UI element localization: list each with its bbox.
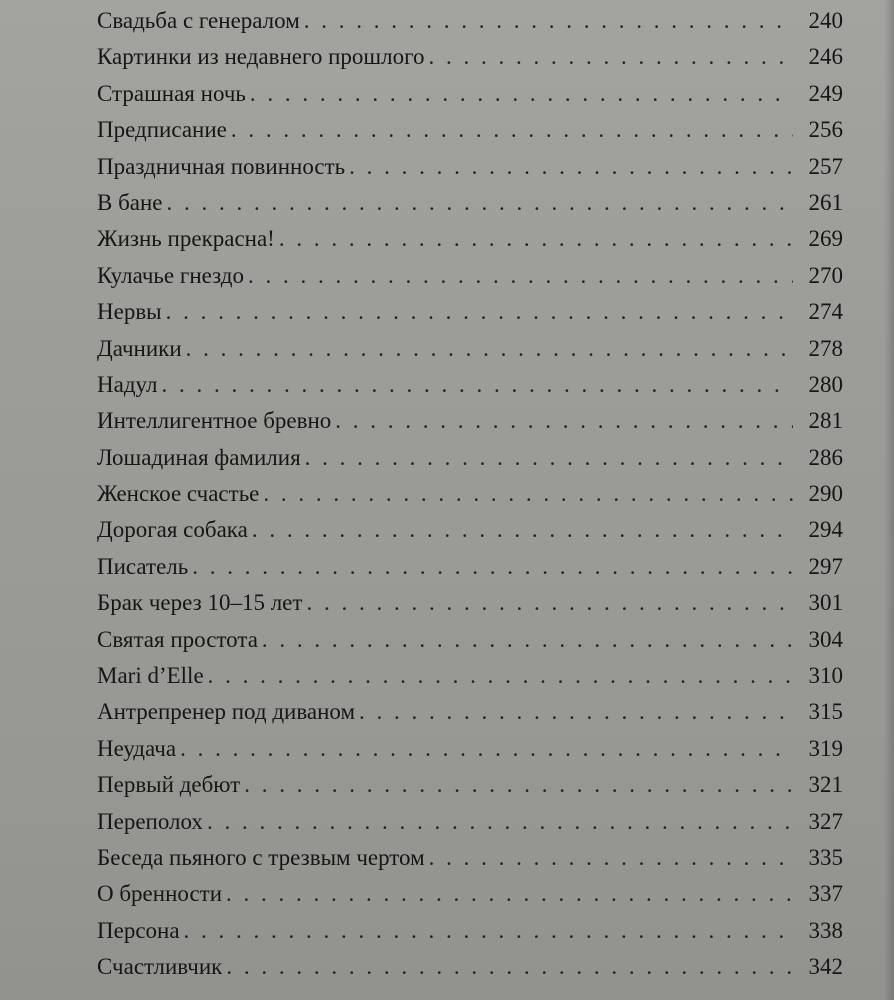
toc-entry: [97, 221, 843, 257]
toc-entry-title: Женское счастье: [97, 481, 260, 507]
dot-leader: [180, 731, 793, 767]
toc-entry-title: Праздничная повинность: [97, 153, 346, 179]
toc-entry-title: Жизнь прекрасна!: [97, 226, 275, 252]
dot-leader: [359, 694, 793, 730]
dot-leader: [162, 367, 794, 403]
page-edge-shadow: [884, 0, 894, 1000]
toc-entry-page-number: 256: [808, 117, 843, 143]
toc-entry: [97, 949, 843, 985]
toc-entry-title: Mari d’Elle: [97, 663, 204, 689]
toc-entry-title: Предписание: [97, 117, 227, 143]
toc-entry-title: О бренности: [97, 881, 223, 907]
toc-entry-title: Персона: [97, 917, 180, 943]
toc-entry: [97, 512, 843, 548]
toc-entry-title: Первый дебют: [97, 772, 241, 798]
toc-entry-page-number: 274: [808, 299, 843, 325]
toc-entry: [97, 403, 843, 439]
toc-entry-title: Переполох: [97, 808, 203, 834]
dot-leader: [279, 221, 793, 257]
toc-entry-page-number: 327: [808, 808, 843, 834]
toc-entry: [97, 3, 843, 39]
toc-entry: [97, 476, 843, 512]
toc-entry-page-number: 281: [808, 408, 843, 434]
toc-entry-title: Писатель: [97, 553, 189, 579]
toc-entry-title: Картинки из недавнего прошлого: [97, 44, 425, 70]
dot-leader: [186, 331, 793, 367]
toc-entry: [97, 658, 843, 694]
toc-entry-page-number: 249: [808, 80, 843, 106]
dot-leader: [304, 3, 793, 39]
toc-entry-page-number: 269: [808, 226, 843, 252]
toc-entry: [97, 876, 843, 912]
toc-entry: [97, 76, 843, 112]
dot-leader: [262, 622, 793, 658]
toc-entry-page-number: 270: [808, 262, 843, 288]
toc-entry-page-number: 261: [808, 189, 843, 215]
toc-entry-title: Антрепренер под диваном: [97, 699, 356, 725]
toc-entry: [97, 440, 843, 476]
toc-entry: [97, 331, 843, 367]
toc-entry-page-number: 319: [808, 735, 843, 761]
toc-entry-title: Лошадиная фамилия: [97, 444, 301, 470]
toc-entry: [97, 731, 843, 767]
toc-entry-page-number: 335: [808, 844, 843, 870]
toc-entry: [97, 913, 843, 949]
toc-entry-page-number: 297: [808, 553, 843, 579]
toc-entry: [97, 112, 843, 148]
toc-entry-page-number: 304: [808, 626, 843, 652]
toc-entry-title: В бане: [97, 189, 163, 215]
table-of-contents: [97, 3, 843, 986]
dot-leader: [192, 549, 793, 585]
dot-leader: [166, 294, 793, 330]
toc-entry-page-number: 321: [808, 772, 843, 798]
toc-entry-page-number: 257: [808, 153, 843, 179]
toc-entry-title: Нервы: [97, 299, 162, 325]
dot-leader: [231, 112, 793, 148]
toc-entry: [97, 258, 843, 294]
dot-leader: [167, 185, 793, 221]
toc-entry-title: Брак через 10–15 лет: [97, 590, 303, 616]
dot-leader: [250, 76, 793, 112]
toc-entry-page-number: 310: [808, 663, 843, 689]
toc-entry-page-number: 315: [808, 699, 843, 725]
toc-entry-title: Святая простота: [97, 626, 258, 652]
dot-leader: [335, 403, 793, 439]
toc-entry: [97, 585, 843, 621]
dot-leader: [226, 949, 793, 985]
dot-leader: [263, 476, 793, 512]
dot-leader: [244, 767, 793, 803]
toc-entry: [97, 549, 843, 585]
dot-leader: [349, 149, 793, 185]
dot-leader: [226, 876, 793, 912]
dot-leader: [306, 585, 793, 621]
toc-entry-title: Надул: [97, 371, 158, 397]
toc-entry-page-number: 278: [808, 335, 843, 361]
toc-entry: [97, 804, 843, 840]
toc-entry: [97, 149, 843, 185]
toc-entry: [97, 767, 843, 803]
toc-entry: [97, 39, 843, 75]
toc-entry-title: Кулачье гнездо: [97, 262, 244, 288]
toc-entry-title: Дачники: [97, 335, 182, 361]
dot-leader: [429, 840, 793, 876]
toc-entry-title: Дорогая собака: [97, 517, 248, 543]
toc-entry-title: Неудача: [97, 735, 177, 761]
dot-leader: [428, 39, 793, 75]
toc-entry-title: Страшная ночь: [97, 80, 246, 106]
toc-entry: [97, 185, 843, 221]
toc-entry-title: Свадьба с генералом: [97, 8, 300, 33]
toc-entry: [97, 622, 843, 658]
toc-entry-page-number: 338: [808, 917, 843, 943]
toc-entry-page-number: 337: [808, 881, 843, 907]
toc-entry-title: Беседа пьяного с трезвым чертом: [97, 844, 425, 870]
dot-leader: [252, 512, 793, 548]
toc-entry: [97, 294, 843, 330]
toc-entry: [97, 694, 843, 730]
toc-entry-page-number: 301: [808, 590, 843, 616]
toc-entry-title: Счастливчик: [97, 954, 223, 980]
dot-leader: [248, 258, 793, 294]
dot-leader: [305, 440, 793, 476]
toc-entry: [97, 367, 843, 403]
toc-entry-title: Интеллигентное бревно: [97, 408, 332, 434]
toc-entry-page-number: 290: [808, 481, 843, 507]
toc-entry-page-number: 342: [808, 954, 843, 980]
toc-entry-page-number: 280: [808, 371, 843, 397]
toc-entry-page-number: 240: [808, 8, 843, 33]
toc-entry-page-number: 294: [808, 517, 843, 543]
toc-entry: [97, 840, 843, 876]
toc-entry-page-number: 286: [808, 444, 843, 470]
dot-leader: [208, 658, 793, 694]
dot-leader: [184, 913, 793, 949]
toc-entry-page-number: 246: [808, 44, 843, 70]
dot-leader: [207, 804, 793, 840]
